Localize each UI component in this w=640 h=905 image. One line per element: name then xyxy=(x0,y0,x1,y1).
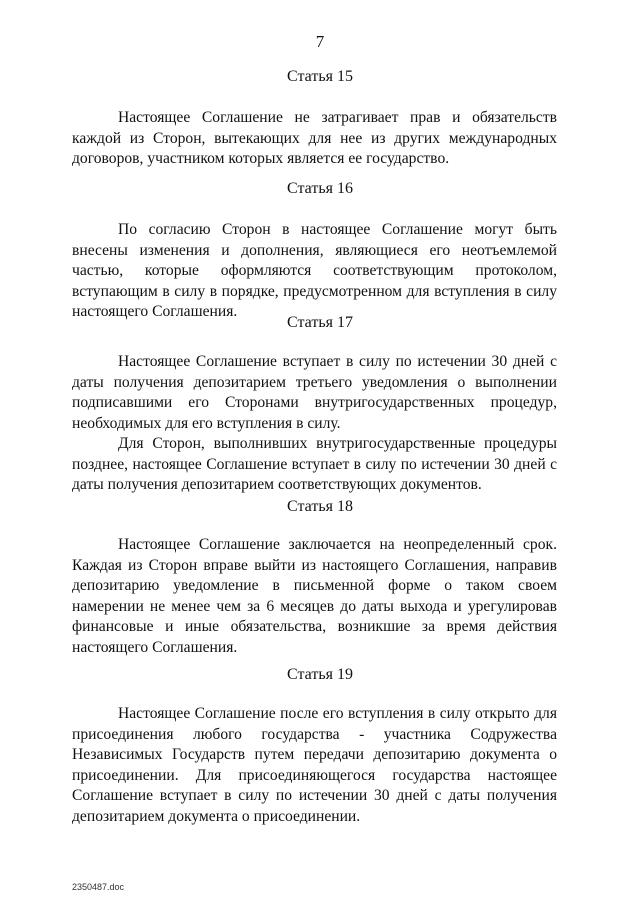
document-filename: 2350487.doc xyxy=(72,882,125,892)
article-16-heading: Статья 16 xyxy=(287,180,353,197)
article-18-heading: Статья 18 xyxy=(287,498,353,515)
article-15-heading: Статья 15 xyxy=(287,68,353,85)
article-17-paragraph-1: Настоящее Соглашение вступает в силу по истечении 30 дней с даты получения депозитарием третьего уведомления о выполнении подписавшими его Сторонами внутригосударственных процедур, необходимых для его вступления в силу. xyxy=(72,353,557,432)
article-17-paragraph-2: Для Сторон, выполнивших внутригосударственные процедуры позднее, настоящее Соглашение вступает в силу по истечении 30 дней с даты получения депозитарием соответствующих документов. xyxy=(72,435,557,493)
article-19-heading: Статья 19 xyxy=(287,666,353,683)
page-number: 7 xyxy=(315,32,325,51)
article-17-heading: Статья 17 xyxy=(287,314,353,331)
article-18-paragraph-1: Настоящее Соглашение заключается на неопределенный срок. Каждая из Сторон вправе выйти из настоящего Соглашения, направив депозитарию уведомление в письменной форме о таком своем намерении не менее чем за 6 месяцев до даты выхода и урегулировав финансовые и иные обязательства, возникшие за время действия настоящего Соглашения. xyxy=(72,536,557,656)
article-16-paragraph-1: По согласию Сторон в настоящее Соглашение могут быть внесены изменения и дополнения, являющиеся его неотъемлемой частью, которые оформляются соответствующим протоколом, вступающим в силу в порядке, предусмотренном для вступления в силу настоящего Соглашения. xyxy=(72,221,557,320)
article-19-paragraph-1: Настоящее Соглашение после его вступления в силу открыто для присоединения любого государства - участника Содружества Независимых Государств путем передачи депозитарию документа о присоединении. Для присоединяющегося государства настоящее Соглашение вступает в силу по истечении 30 дней с даты получения депозитарием документа о присоединении. xyxy=(72,705,557,825)
article-15-paragraph-1: Настоящее Соглашение не затрагивает прав и обязательств каждой из Сторон, вытекающих для нее из других международных договоров, участником которых является ее государство. xyxy=(72,109,557,167)
